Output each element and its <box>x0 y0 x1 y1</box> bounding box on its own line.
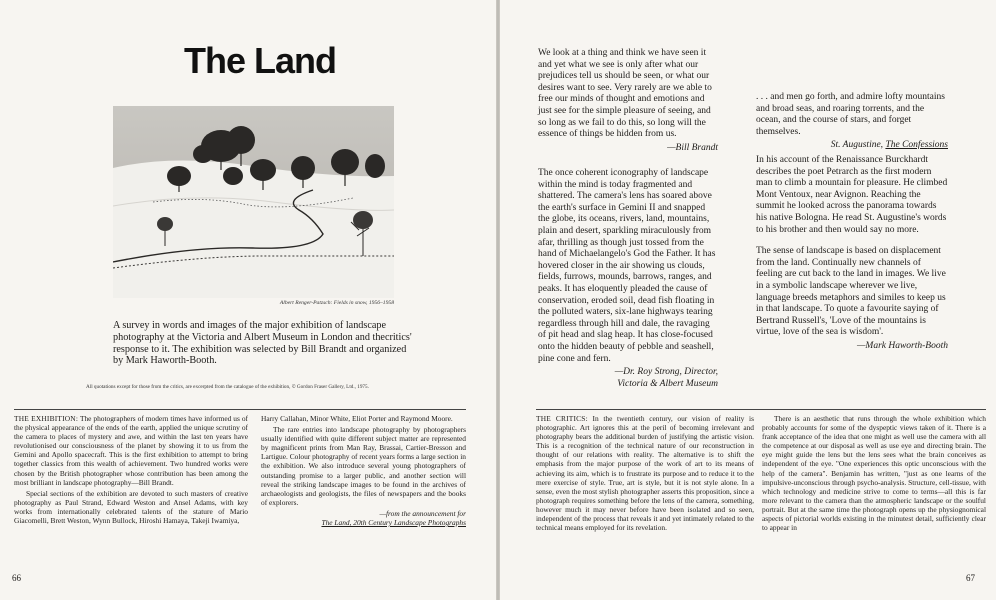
exhibition-column-2 <box>261 414 466 529</box>
page-title: The Land <box>184 40 336 81</box>
brandt-quote: We look at a thing and think we have seen it and yet what we see is only after what our prejudices tell us should be seen, or what our desires want to see. Very rarely are we able to free our minds of thought and emotions and just see for the simple pleasure of seeing, and so long as we fail to do this, so long will the essence of things be hidden from us. <box>538 48 712 140</box>
augustine-credit-author: St. Augustine, <box>830 140 886 151</box>
haworth-booth-block <box>756 155 948 353</box>
exhibition-paragraph-4: The rare entries into landscape photography by photographers usually identified with quite different subject matter are represented by magnificent prints from Man Ray, Brassai, Cartier-Bresson and Lartigue. Colour photography of recent years forms a large section in the exhibition. We also introduce several young photographers of outstanding promise to a larger public, and another section will reveal the striking landscape images to be found in the archives of archaeologists and geologists, the files of newspapers and the books of explorers. <box>261 425 466 507</box>
strong-credit-line-2: Victoria & Albert Museum <box>617 378 718 389</box>
brandt-quote-block <box>538 48 718 154</box>
exhibition-paragraph-2: Special sections of the exhibition are devoted to such masters of creative photography as Paul Strand, Edward Weston and Ansel Adams, with key works from internationally celebrated talents of the stature of Mario Giacomelli, Brett Weston, Wynn Bullock, Hiroshi Hamaya, Takeji Iwamiya, <box>14 488 248 526</box>
haworth-credit: —Mark Haworth-Booth <box>856 340 948 351</box>
critics-paragraph-2: There is an aesthetic that runs through the whole exhibition which probably accounts for some of the dyspeptic views taken of it. There is a frank acceptance of the idea that one might as well use the camera with all the competence at our disposal as well as use eye and directing brain. The eye might guide the lens but the lens sees what the brain conceives as independent of the eye. "One experiences this optic unconscious with the help of the camera". Benjamin has written, "just as one learns of the impulsive-unconscious through psycho-analysis. Structure, cell-tissue, with which technology and medicine strive to come to terms—all this is far more relevant to the camera than the atmospheric landscape or the soulful portrait. But at the same time the photograph opens up the physiognomical aspects of pictorial worlds existing in the minutest detail, sufficiently clear to appear in <box>762 414 986 533</box>
critics-paragraph-1: In the twentieth century, our vision of reality is photographic. Art ignores this at the peril of becoming irrelevant and photography bears the additional burden of justifying the artistic vision. This is a recognition of the technical nature of our reconstruction in thought of our relations with reality. The alternative is to shift the emphasis from the major purpose of the work of art to its means of achieving its aim, which is to frustrate its purpose and to reduce it to the mere exercise of style. True, art is style, but it is not style alone. In a sense, even the most stylish photographer asserts this proposition, since a photograph requires something before the lens of the camera, something, however much it may never before have been isolated and so seen, independent of the process that reveals it and yet intimately related to the technical means employed for its revelation. <box>536 414 754 533</box>
critics-column-2 <box>762 414 986 534</box>
exhibition-paragraph-3: Harry Callahan, Minor White, Eliot Porter and Raymond Moore. <box>261 414 453 423</box>
strong-quote-block <box>538 168 718 390</box>
critics-column-1 <box>536 414 754 534</box>
snow-fields-photo <box>113 106 394 298</box>
strong-credit-line-1: —Dr. Roy Strong, Director, <box>614 367 718 378</box>
haworth-paragraph-2: The sense of landscape is based on displacement from the land. Continually new channels of feeling are cut back to the land in images. We live in a symbolic landscape wherever we live, language breeds metaphors and similes to keep us in that landscape. To quote a favourite saying of Bertrand Russell's, 'Love of the mountains is virtue, love of the sea is wisdom'. <box>756 246 946 338</box>
haworth-paragraph-1: In his account of the Renaissance Burckhardt describes the poet Petrarch as the first modern man to climb a mountain for pleasure. He climbed Mont Ventoux, near Avignon. Reaching the summit he looked across the panorama towards his native Bologna. He read St. Augustine's words to his brother and then would say no more. <box>756 155 948 235</box>
section-rule-right <box>536 409 986 410</box>
exhibition-heading: THE EXHIBITION: <box>14 414 79 423</box>
augustine-quote-block <box>756 92 948 152</box>
exhibition-column-1 <box>14 414 248 527</box>
augustine-credit <box>756 140 948 152</box>
announcement-credit-line-2: The Land, 20th Century Landscape Photographs <box>321 518 466 528</box>
announcement-credit <box>261 509 466 527</box>
intro-text: A survey in words and images of the major exhibition of landscape photography at the Victoria and Albert Museum in London and thecritics' response to it. The exhibition was selected by Bill Brandt and organized by Mark Haworth-Booth. <box>113 320 412 367</box>
augustine-quote: . . . and men go forth, and admire lofty mountains and broad seas, and roaring torrents, and the ocean, and the course of stars, and forget themselves. <box>756 92 945 137</box>
brandt-credit: —Bill Brandt <box>667 142 718 153</box>
strong-quote: The once coherent iconography of landscape within the mind is today fragmented and shattered. The camera's lens has soared above the earth's surface in Gemini II and snapped the globe, its oceans, rivers, land, mountains, plain and desert, sparkling miraculously from afar, thrilling as though just tossed from the hand of Michaelangelo's God the Father. It has hovered closer in the air showing us clouds, fields, furrows, mounds, barrows, ranges, and peaks. It has eloquently pleaded the cause of conservation, eroded soil, dead fish floating in the polluted waters, six-lane highways tearing regardless through hill and dale, the ravaging of pit head and slag heap. It has close-focused onto the hidden beauty of pebble and seashell, pine cone and fern. <box>538 168 716 364</box>
augustine-credit-title: The Confessions <box>885 140 948 151</box>
photo-caption: Albert Renger-Patzsch: Fields in snow, 1956–1958 <box>279 300 394 306</box>
announcement-credit-line-1: —from the announcement for <box>379 508 466 518</box>
page-number-right: 67 <box>966 573 975 583</box>
page-number-left: 66 <box>12 573 21 583</box>
section-rule <box>14 409 466 410</box>
strong-credit <box>538 367 718 390</box>
exhibition-paragraph-1: The photographers of modern times have informed us of the physical appearance of the ends of the earth, applied the unique scrutiny of the camera to places of mystery and awe, and within the last ten years have revolutionised our consciousness of the planet by showing it to us from the Gemini and Apollo spacecraft. This is the first exhibition to attempt to bring together classics from this wealth of achievement. Two hundred works were chosen by the British photographer whose contribution has been among the most brilliant in landscape photography—Bill Brandt. <box>14 414 248 487</box>
right-page <box>500 0 996 600</box>
critics-heading: THE CRITICS: <box>536 414 588 423</box>
copyright-note: All quotations except for those from the critics, are excerpted from the catalogue of the exhibition, © Gordon Fraser Gallery, Ltd., 1975. <box>86 384 369 390</box>
left-page <box>0 0 496 600</box>
